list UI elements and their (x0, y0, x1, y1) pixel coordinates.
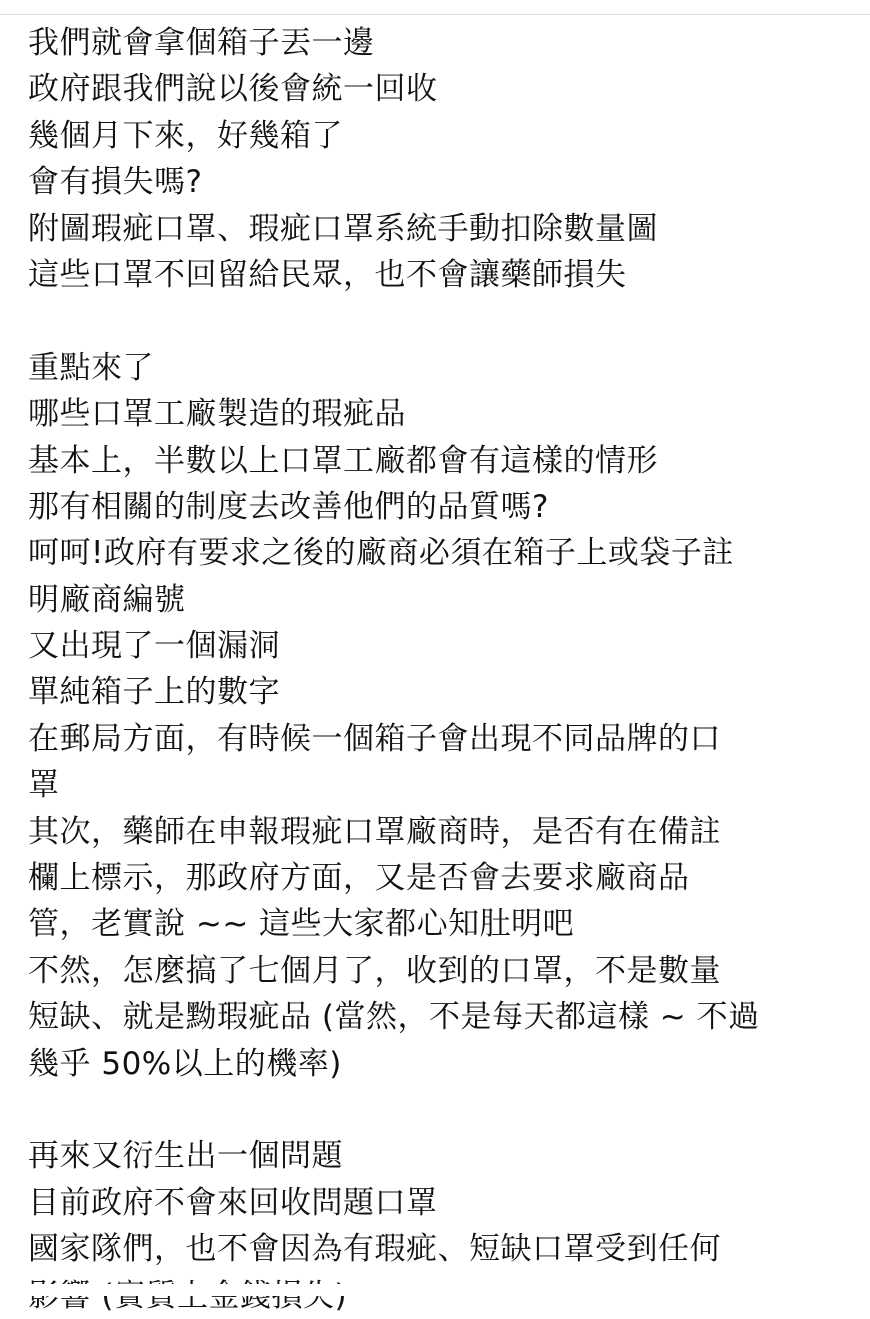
text-line: 國家隊們，也不會因為有瑕疵、短缺口罩受到任何 (28, 1231, 721, 1268)
text-line: 附圖瑕疵口罩、瑕疵口罩系統手動扣除數量圖 (28, 210, 658, 247)
text-line: 哪些口罩工廠製造的瑕疵品 (28, 396, 406, 433)
text-line: 基本上，半數以上口罩工廠都會有這樣的情形 (28, 442, 658, 479)
top-divider (0, 0, 870, 15)
post-body (28, 20, 838, 1319)
paragraph-break (28, 298, 838, 344)
text-line: 那有相關的制度去改善他們的品質嗎? (28, 488, 549, 525)
text-line: 管，老實說 ~~ 這些大家都心知肚明吧 (28, 906, 575, 943)
bottom-crop-edge (0, 1284, 870, 1296)
text-line: 又出現了一個漏洞 (28, 628, 280, 665)
text-line: 短缺、就是黝瑕疵品 (當然，不是每天都這樣 ~ 不過 (28, 999, 760, 1036)
text-line: 會有損失嗎? (28, 164, 203, 201)
text-line: 這些口罩不回留給民眾，也不會讓藥師損失 (28, 256, 627, 293)
text-line: 罩 (28, 767, 60, 804)
paragraph-break (28, 1087, 838, 1133)
text-line: 再來又衍生出一個問題 (28, 1138, 343, 1175)
text-line: 政府跟我們說以後會統一回收 (28, 71, 438, 108)
text-line: 欄上標示，那政府方面，又是否會去要求廠商品 (28, 860, 690, 897)
text-line: 在郵局方面，有時候一個箱子會出現不同品牌的口 (28, 720, 721, 757)
text-line: 幾乎 50%以上的機率) (28, 1045, 342, 1082)
text-line: 重點來了 (28, 349, 154, 386)
text-line: 幾個月下來，好幾箱了 (28, 117, 343, 154)
text-line: 不然，怎麼搞了七個月了，收到的口罩，不是數量 (28, 952, 721, 989)
text-line: 目前政府不會來回收問題口罩 (28, 1184, 438, 1221)
text-line: 呵呵!政府有要求之後的廠商必須在箱子上或袋子註 (28, 535, 734, 572)
text-line: 我們就會拿個箱子丟一邊 (28, 25, 375, 61)
text-line: 明廠商編號 (28, 581, 186, 618)
text-line: 單純箱子上的數字 (28, 674, 280, 711)
text-line: 其次，藥師在申報瑕疵口罩廠商時，是否有在備註 (28, 813, 721, 850)
